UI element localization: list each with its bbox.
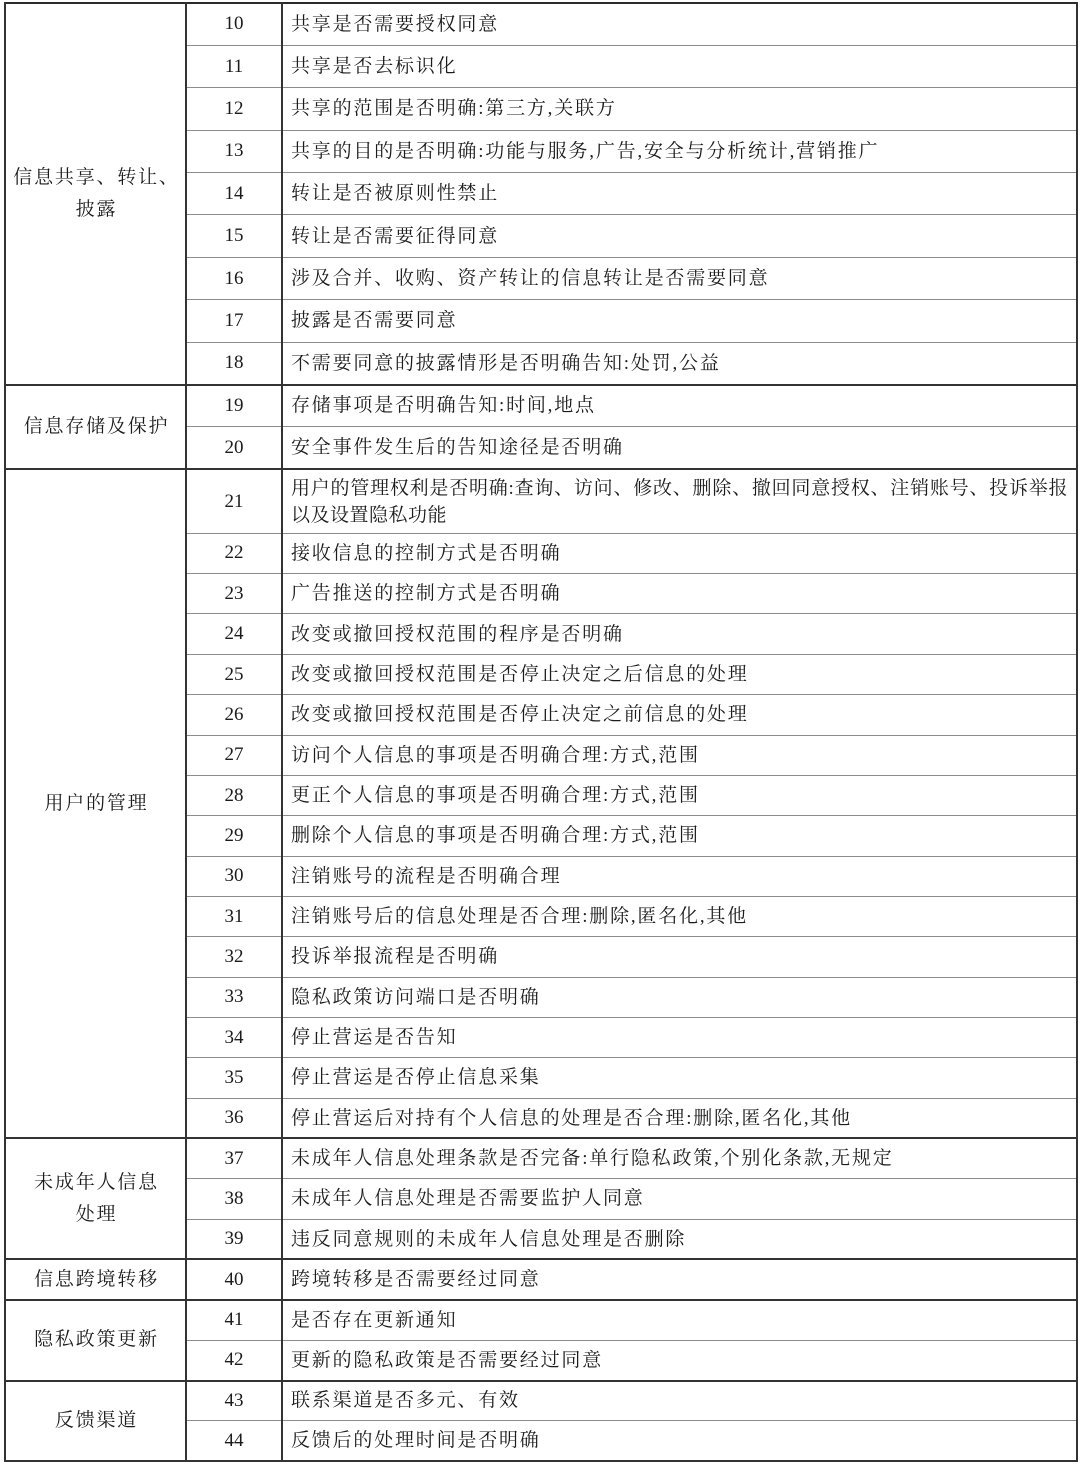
item-text: 广告推送的控制方式是否明确 xyxy=(282,574,1077,614)
item-number: 23 xyxy=(186,574,282,614)
item-number: 14 xyxy=(186,173,282,215)
item-text: 未成年人信息处理条款是否完备:单行隐私政策,个别化条款,无规定 xyxy=(282,1138,1077,1178)
item-text: 改变或撤回授权范围的程序是否明确 xyxy=(282,614,1077,654)
item-number: 32 xyxy=(186,937,282,977)
item-text: 反馈后的处理时间是否明确 xyxy=(282,1421,1077,1461)
item-number: 15 xyxy=(186,215,282,257)
item-number: 21 xyxy=(186,469,282,533)
item-text: 注销账号后的信息处理是否合理:删除,匿名化,其他 xyxy=(282,896,1077,936)
item-number: 42 xyxy=(186,1340,282,1380)
item-number: 30 xyxy=(186,856,282,896)
item-text: 删除个人信息的事项是否明确合理:方式,范围 xyxy=(282,816,1077,856)
table-row xyxy=(5,469,1077,533)
item-number: 20 xyxy=(186,427,282,469)
privacy-policy-evaluation-table xyxy=(4,2,1078,1462)
category-cell: 反馈渠道 xyxy=(5,1381,186,1462)
item-text: 用户的管理权利是否明确:查询、访问、修改、删除、撤回同意授权、注销账号、投诉举报以及设置隐私功能 xyxy=(282,469,1077,533)
item-number: 27 xyxy=(186,735,282,775)
item-text: 是否存在更新通知 xyxy=(282,1300,1077,1340)
table-row xyxy=(5,1138,1077,1178)
item-text: 停止营运是否停止信息采集 xyxy=(282,1058,1077,1098)
item-number: 18 xyxy=(186,342,282,384)
item-text: 接收信息的控制方式是否明确 xyxy=(282,533,1077,573)
item-text: 披露是否需要同意 xyxy=(282,300,1077,342)
item-number: 16 xyxy=(186,257,282,299)
item-number: 38 xyxy=(186,1179,282,1219)
item-number: 19 xyxy=(186,385,282,427)
item-number: 11 xyxy=(186,45,282,87)
item-number: 28 xyxy=(186,775,282,815)
item-text: 未成年人信息处理是否需要监护人同意 xyxy=(282,1179,1077,1219)
table-row xyxy=(5,3,1077,45)
item-number: 44 xyxy=(186,1421,282,1461)
item-number: 31 xyxy=(186,896,282,936)
table-row xyxy=(5,385,1077,427)
item-text: 改变或撤回授权范围是否停止决定之后信息的处理 xyxy=(282,654,1077,694)
item-number: 36 xyxy=(186,1098,282,1138)
item-number: 43 xyxy=(186,1381,282,1421)
item-number: 10 xyxy=(186,3,282,45)
item-number: 39 xyxy=(186,1219,282,1259)
item-number: 34 xyxy=(186,1017,282,1057)
item-text: 违反同意规则的未成年人信息处理是否删除 xyxy=(282,1219,1077,1259)
item-number: 29 xyxy=(186,816,282,856)
table-row xyxy=(5,1259,1077,1299)
item-text: 安全事件发生后的告知途径是否明确 xyxy=(282,427,1077,469)
category-cell: 信息共享、转让、 披露 xyxy=(5,3,186,385)
item-text: 改变或撤回授权范围是否停止决定之前信息的处理 xyxy=(282,695,1077,735)
category-cell: 信息跨境转移 xyxy=(5,1259,186,1299)
item-number: 37 xyxy=(186,1138,282,1178)
item-text: 存储事项是否明确告知:时间,地点 xyxy=(282,385,1077,427)
item-number: 41 xyxy=(186,1300,282,1340)
table-row xyxy=(5,1300,1077,1340)
item-text: 访问个人信息的事项是否明确合理:方式,范围 xyxy=(282,735,1077,775)
category-cell: 隐私政策更新 xyxy=(5,1300,186,1381)
item-number: 33 xyxy=(186,977,282,1017)
item-number: 40 xyxy=(186,1259,282,1299)
item-text: 注销账号的流程是否明确合理 xyxy=(282,856,1077,896)
category-cell: 用户的管理 xyxy=(5,469,186,1138)
item-number: 25 xyxy=(186,654,282,694)
category-cell: 信息存储及保护 xyxy=(5,385,186,470)
item-text: 涉及合并、收购、资产转让的信息转让是否需要同意 xyxy=(282,257,1077,299)
item-text: 投诉举报流程是否明确 xyxy=(282,937,1077,977)
item-text: 停止营运是否告知 xyxy=(282,1017,1077,1057)
item-text: 停止营运后对持有个人信息的处理是否合理:删除,匿名化,其他 xyxy=(282,1098,1077,1138)
item-text: 不需要同意的披露情形是否明确告知:处罚,公益 xyxy=(282,342,1077,384)
item-text: 共享是否去标识化 xyxy=(282,45,1077,87)
item-number: 22 xyxy=(186,533,282,573)
item-number: 26 xyxy=(186,695,282,735)
item-text: 共享的范围是否明确:第三方,关联方 xyxy=(282,88,1077,130)
item-number: 24 xyxy=(186,614,282,654)
item-text: 联系渠道是否多元、有效 xyxy=(282,1381,1077,1421)
item-number: 17 xyxy=(186,300,282,342)
item-number: 13 xyxy=(186,130,282,172)
category-cell: 未成年人信息 处理 xyxy=(5,1138,186,1259)
item-number: 35 xyxy=(186,1058,282,1098)
item-text: 更新的隐私政策是否需要经过同意 xyxy=(282,1340,1077,1380)
item-number: 12 xyxy=(186,88,282,130)
item-text: 跨境转移是否需要经过同意 xyxy=(282,1259,1077,1299)
item-text: 转让是否需要征得同意 xyxy=(282,215,1077,257)
item-text: 共享的目的是否明确:功能与服务,广告,安全与分析统计,营销推广 xyxy=(282,130,1077,172)
item-text: 共享是否需要授权同意 xyxy=(282,3,1077,45)
item-text: 隐私政策访问端口是否明确 xyxy=(282,977,1077,1017)
item-text: 更正个人信息的事项是否明确合理:方式,范围 xyxy=(282,775,1077,815)
item-text: 转让是否被原则性禁止 xyxy=(282,173,1077,215)
table-row xyxy=(5,1381,1077,1421)
